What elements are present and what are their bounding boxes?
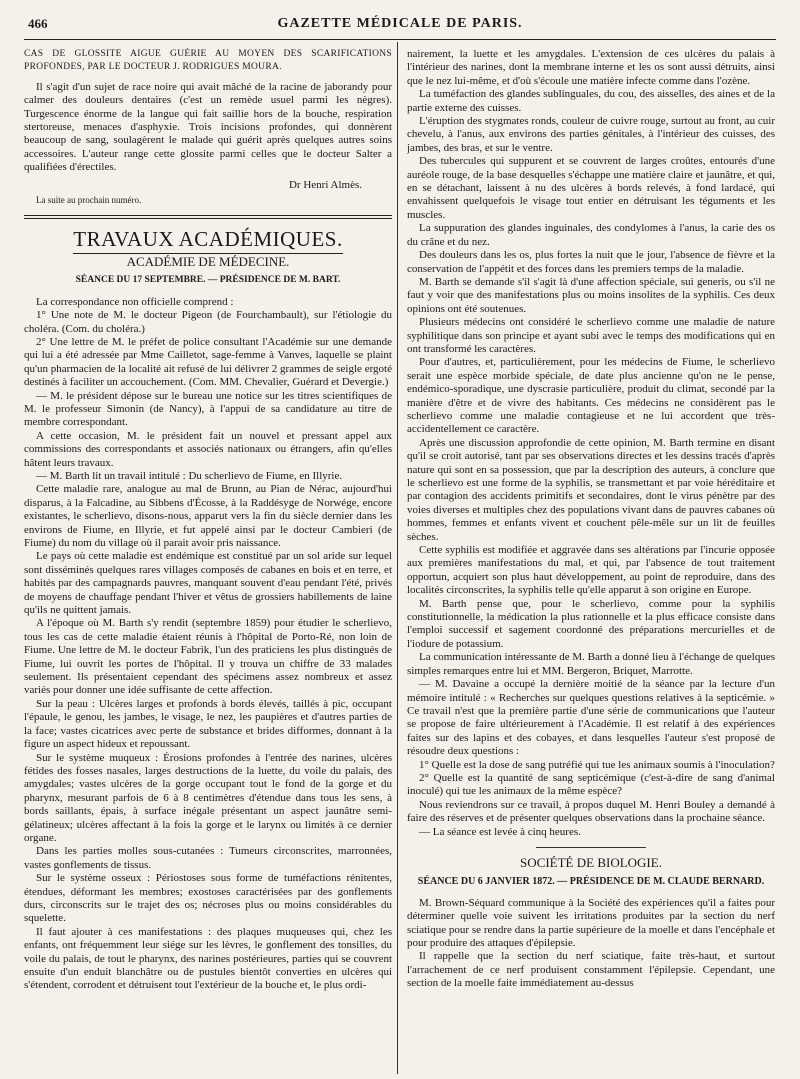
paragraph: M. Barth pense que, pour le scherlievo, comme pour la syphilis constitutionnelle, la médication la plus rationnelle et la plus efficace consiste dans l'emploi successif et sagement coordonné des préparations mercurielles et de l'iodure de potassium. [407, 597, 775, 650]
section-separator [24, 215, 392, 219]
paragraph: Des douleurs dans les os, plus fortes la nuit que le jour, l'absence de fièvre et la conservation de l'appétit et des forces dans les premiers temps de la maladie. [407, 249, 775, 275]
society-title: SOCIÉTÉ DE BIOLOGIE. [520, 854, 662, 870]
page-number: 466 [28, 16, 48, 31]
paragraph: Cette syphilis est modifiée et aggravée dans ses altérations par l'incurie opposée aux premières manifestations du mal, et qui, par l'absence de tout traitement opportun, acquiert son plus haut développement, au point de reproduire, dans des localités circonscrites, la syphilis telle qu'elle apparut à son origine en Europe. [407, 544, 775, 597]
paragraph: A cette occasion, M. le président fait un nouvel et pressant appel aux commissions des correspondants et associés nationaux ou étrangers, afin qu'elles hâtent leurs travaux. [24, 429, 392, 469]
continued-note: La suite au prochain numéro. [36, 195, 142, 206]
paragraph: La communication intéressante de M. Barth a donné lieu à l'échange de quelques simples remarques entre lui et MM. Bergeron, Briquet, Marrotte. [407, 651, 775, 677]
paragraph: Il rappelle que la section du nerf sciatique, faite très-haut, et surtout l'arrachement de ce nerf produisent constamment l'épilepsie. Cependant, une section de la moelle faite immédiatement au-dessus [407, 950, 775, 990]
paragraph: Pour d'autres, et, particulièrement, pour les médecins de Fiume, le scherlievo serait une espèce morbide spéciale, de date plus ancienne qu'on ne le pense, endémico-sporadique, une dyscrasie particulière, produit du climat, secondé par la manière d'être et de vivre des habitants. Ces médecins ne considèrent pas le scherlievo comme une maladie contagieuse et ne lui accordent que très-accidentellement ce caractère. [407, 356, 775, 436]
short-rule [536, 847, 646, 848]
column-divider [397, 42, 398, 1074]
paragraph: A l'époque où M. Barth s'y rendit (septembre 1859) pour étudier le scherlievo, tous les cas de cette maladie étaient réunis à l'hôpital de Porto-Ré, non loin de Fiume. Une lettre de M. le docteur Fabrik, l'un des praticiens les plus distingués de Fiume, lui ouvrit les portes de l'hôpital. Il y trouva un chiffre de 33 malades seulement. Ils présentaient cependant des spécimens assez nombreux et assez variés pour donner une idée suffisante de cette affection. [24, 617, 392, 697]
seance-heading: SÉANCE DU 17 SEPTEMBRE. — PRÉSIDENCE DE M. BART. [75, 275, 341, 286]
paragraph: 1° Quelle est la dose de sang putréfié qui tue les animaux soumis à l'inoculation? [419, 758, 775, 771]
case-paragraph: Il s'agit d'un sujet de race noire qui avait mâché de la racine de jaborandy pour calmer des douleurs dentaires (c'est un remède usuel parmi les nègres). Turgescence énorme de la langue qui fait saillie hors de la bouche, respiration stertoreuse, menaces d'asphyxie. Trois incisions profondes, qui donnèrent beaucoup de sang, soulagèrent le malade qui guérit après quelques autres soins accessoires. L'auteur range cette glossite parmi celles que le docteur Salter a qualifiées d'érectiles. [24, 80, 392, 174]
paragraph: Sur le système osseux : Périostoses sous forme de tuméfactions rénitentes, étendues, déformant les membres; exostoses caractérisées par des gonflements durs, circonscrits sur le trajet des os; nécroses plus ou moins considérables du squelette. [24, 872, 392, 925]
case-title: CAS DE GLOSSITE AIGUE GUÉRIE AU MOYEN DES SCARIFICATIONS PROFONDES, PAR LE DOCTEUR J. RODRIGUES MOURA. [24, 49, 392, 73]
right-column [407, 48, 775, 1068]
paragraph: La tuméfaction des glandes sublinguales, du cou, des aisselles, des aines et de la partie externe des cuisses. [407, 88, 775, 114]
paragraph: Dans les parties molles sous-cutanées : Tumeurs circonscrites, marronnées, vastes gonflements de tissus. [24, 845, 392, 871]
paragraph: Nous reviendrons sur ce travail, à propos duquel M. Henri Bouley a demandé à faire des réserves et de présenter quelques observations dans la prochaine séance. [407, 798, 775, 825]
paragraph: M. Brown-Séquard communique à la Société des expériences qu'il a faites pour déterminer quelle voie suivent les irritations produites par la section du nerf sciatique pour se rendre dans la partie supérieure de la moelle et dans l'encéphale et pour produire des attaques d'épilepsie. [407, 896, 775, 949]
paragraph: — M. Davaine a occupé la dernière moitié de la séance par la lecture d'un mémoire intitulé : « Recherches sur quelques questions relatives à la septicémie. » Ce travail n'est que la première partie d'une série de communications que l'auteur se propose de faire ultérieurement à l'Académie. Il est relatif à des expériences faites sur des lapins et des cobayes, et dans lesquelles l'auteur s'est proposé de résoudre deux questions : [407, 678, 775, 758]
left-column [24, 48, 392, 1068]
paragraph: 2° Une lettre de M. le préfet de police consultant l'Académie sur une demande qui lui a été adressée par Mme Cailletot, sage-femme à Vanves, laquelle se plaint qu'un pharmacien de la localité ait refusé de lui délivrer 2 grammes de seigle ergoté destinés à faciliter un accouchement. (Com. MM. Chevalier, Guérard et Devergie.) [24, 335, 392, 389]
paragraph: Des tubercules qui suppurent et se couvrent de larges croûtes, entourés d'une auréole rouge, de la base desquelles s'échappe une matière claire et jaunâtre, et qui, en se détachant, laissent à nu des ulcères à bords relevés, à fond lardacé, qui envahissent quelquefois le visage tout entier en détruisant les téguments et les muscles. [407, 155, 775, 221]
author-signature: Dr Henri Almès. [288, 178, 362, 191]
paragraph: Sur la peau : Ulcères larges et profonds à bords élevés, taillés à pic, occupant l'épaule, le genou, les jambes, le visage, le nez, les paupières et d'autres parties de la face; vastes cicatrices avec perte de substance et brides difformes, donnant à la figure un aspect hideux et repoussant. [24, 697, 392, 751]
paragraph: — M. Barth lit un travail intitulé : Du scherlievo de Fiume, en Illyrie. [36, 469, 343, 482]
page-header [24, 16, 776, 36]
journal-title: GAZETTE MÉDICALE DE PARIS. [277, 16, 523, 31]
paragraph: 1° Une note de M. le docteur Pigeon (de Fourchambault), sur l'étiologie du choléra. (Com. du choléra.) [24, 309, 392, 335]
paragraph: — La séance est levée à cinq heures. [419, 825, 581, 838]
section-title: TRAVAUX ACADÉMIQUES. [24, 233, 392, 246]
academy-title: ACADÉMIE DE MÉDECINE. [126, 253, 290, 269]
paragraph: Plusieurs médecins ont considéré le scherlievo comme une maladie de nature syphilitique dans son principe et ayant subi avec le temps des modifications qui en ont transformé les caractères. [407, 316, 775, 355]
paragraph: nairement, la luette et les amygdales. L'extension de ces ulcères du palais à l'intérieur des narines, dont la membrane interne et les os sont aussi détruits, ainsi que le nez lui-même, et d'où s'écoule une matière infecte comme dans l'ozène. [407, 48, 775, 87]
paragraph: La correspondance non officielle comprend : [36, 295, 234, 308]
header-rule [24, 39, 776, 40]
paragraph: L'éruption des stygmates ronds, couleur de cuivre rouge, surtout au front, au cuir chevelu, à l'anus, aux environs des parties génitales, à l'intérieur des cuisses, des jambes, des bras, et sur le ventre. [407, 115, 775, 154]
paragraph: Il faut ajouter à ces manifestations : des plaques muqueuses qui, chez les enfants, ont fréquemment leur siége sur les lèvres, le gonflement des tonsilles, du voile du palais, de tout le pharynx, des narines postérieures, parties qui se couvrent ensuite d'un enduit blanchâtre ou de pustules bientôt converties en ulcères qui s'étendent, corrodent et détruisent tout l'extérieur de la bouche et, le plus ordi- [24, 925, 392, 992]
paragraph: Le pays où cette maladie est endémique est constitué par un sol aride sur lequel sont disséminés quelques rares villages composés de cabanes en bois et en terre, et habités par des campagnards pauvres, manquant souvent d'eau pendant l'été, privés de moyens de chauffage pendant l'hiver et vêtus de grossiers habillements de laine qu'ils ne quittent jamais. [24, 550, 392, 617]
paragraph: — M. le président dépose sur le bureau une notice sur les titres scientifiques de M. le professeur Simonin (de Nancy), à l'appui de sa candidature au titre de membre correspondant. [24, 389, 392, 429]
paragraph: Cette maladie rare, analogue au mal de Brunn, au Pian de Nérac, aujourd'hui disparus, à la Falcadine, au Sibbens d'Écosse, à la Raddésyge de Norwége, encore existantes, le scherlievo, disons-nous, apparut vers la fin du siècle dernier dans les environs de Fiume, en Illyrie, et fut appelé ainsi par le docteur Cambieri (de Fiume) du nom du village où il parait avoir pris naissance. [24, 483, 392, 549]
paragraph: Après une discussion approfondie de cette opinion, M. Barth termine en disant qu'il se croit autorisé, tant par ses observations directes et les dessins tracés d'après nature qui sont en sa possession, que par la description des auteurs, à conclure que le scherlievo est une forme de la syphilis, se transmettant et par voie héréditaire et par contagion des accidents primitifs et secondaires, dont le virus pénètre par des voies diverses et multiples chez des populations vivant dans de pauvres cabanes où hommes, femmes et enfants vivent et couchent pêle-mêle sur un lit de feuilles sèches. [407, 436, 775, 543]
paragraph: 2° Quelle est la quantité de sang septicémique (c'est-à-dire de sang d'animal inoculé) qui tue les animaux de la même espèce? [407, 771, 775, 798]
paragraph: La suppuration des glandes inguinales, des condylomes à l'anus, la carie des os du crâne et du nez. [407, 222, 775, 248]
paragraph: Sur le système muqueux : Érosions profondes à l'entrée des narines, ulcères fétides des fosses nasales, larges destructions de la luette, du voile du palais, des amygdales; vastes ulcères de la gorge occupant tout le fond de la gorge et du pharynx, mesurant parfois de 6 à 8 centimètres d'étendue dans tous les sens, à bords saillants, épais, à surface inégale présentant un aspect jaunâtre semi-gélatineux; ulcères affectant à la fois la gorge et le larynx ou limités à ce dernier organe. [24, 751, 392, 844]
seance-heading-2: SÉANCE DU 6 JANVIER 1872. — PRÉSIDENCE DE M. CLAUDE BERNARD. [417, 876, 765, 888]
paragraph: M. Barth se demande s'il s'agit là d'une affection spéciale, sui generis, ou s'il ne faut y voir que des manifestations plus ou moins insolites de la syphilis. Ces deux opinions ont été soutenues. [407, 275, 775, 315]
